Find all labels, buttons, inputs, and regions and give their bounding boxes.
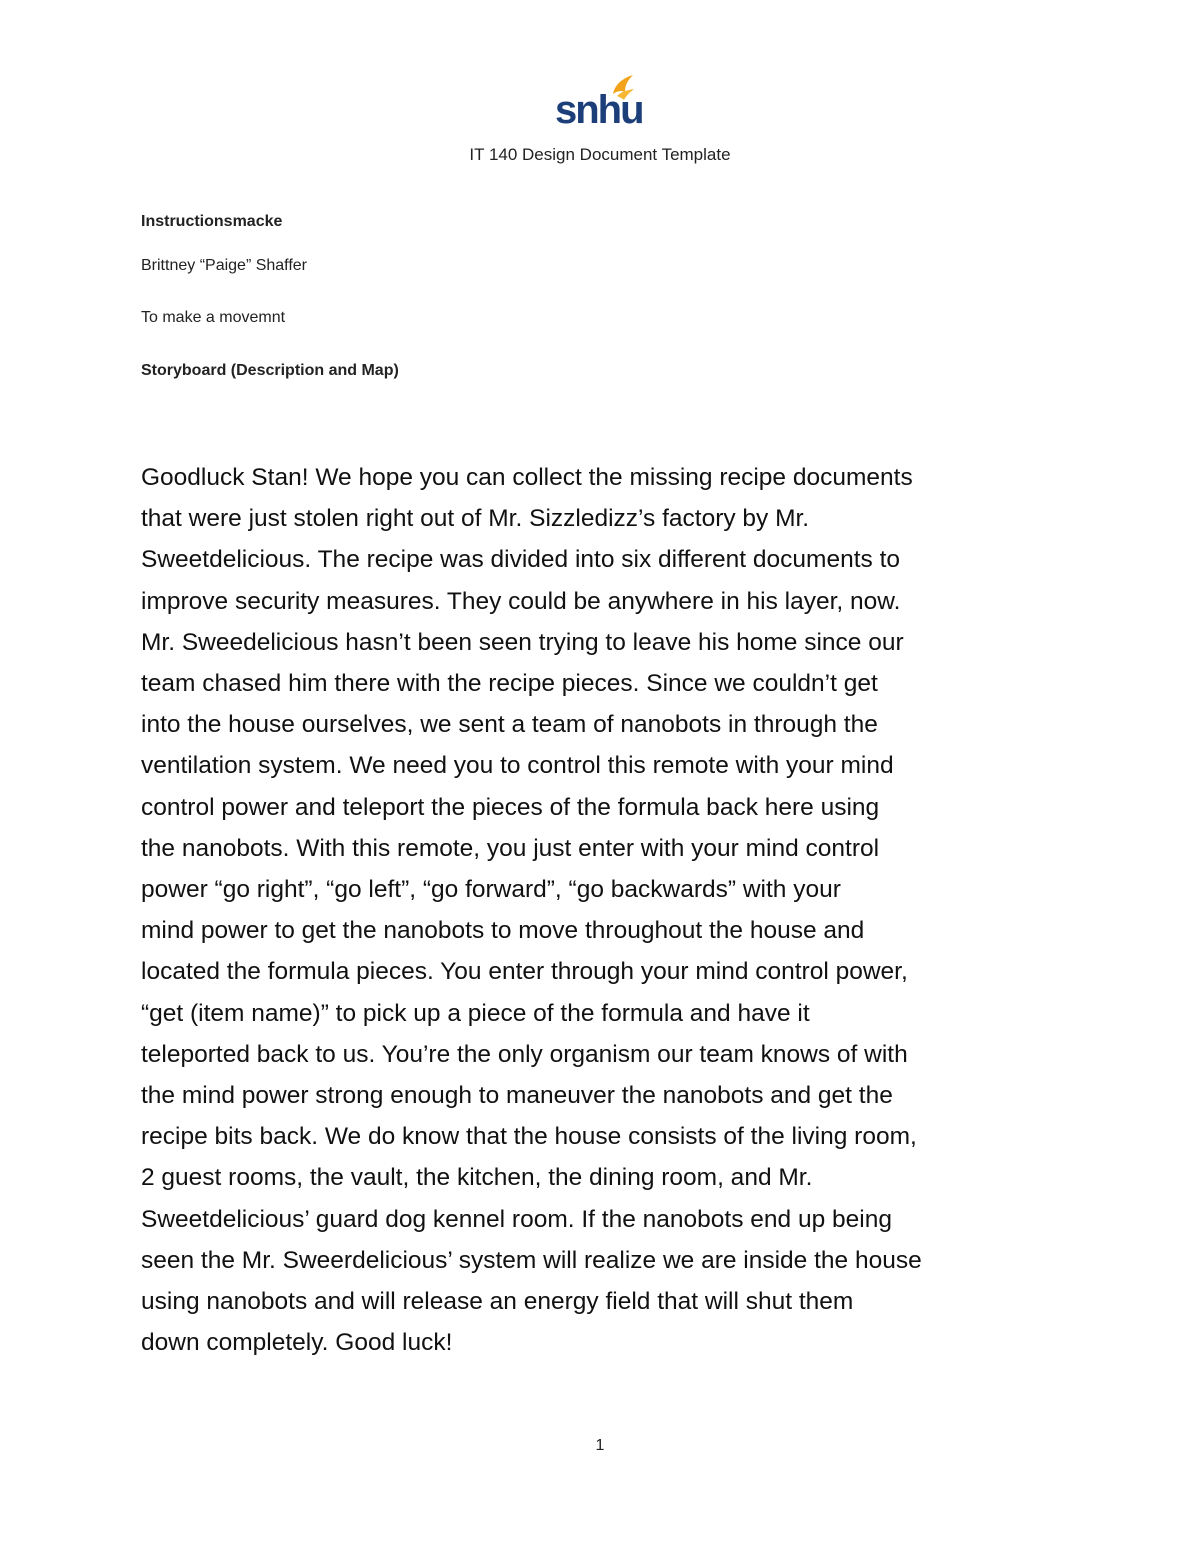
snhu-logo	[555, 72, 645, 134]
body-line: Sweetdelicious. The recipe was divided into six different documents to	[141, 546, 901, 574]
body-line: mind power to get the nanobots to move throughout the house and	[141, 917, 865, 945]
body-line: team chased him there with the recipe pieces. Since we couldn’t get	[141, 670, 878, 698]
storyboard-body	[141, 457, 1071, 1363]
body-line: the mind power strong enough to maneuver the nanobots and get the	[141, 1082, 893, 1110]
body-line: located the formula pieces. You enter through your mind control power,	[141, 958, 908, 986]
author-name: Brittney “Paige” Shaffer	[141, 257, 308, 274]
instructions-label: Instructionsmacke	[141, 213, 283, 230]
body-line: the nanobots. With this remote, you just enter with your mind control	[141, 834, 880, 862]
body-line: “get (item name)” to pick up a piece of the formula and have it	[141, 999, 810, 1027]
body-line: Goodluck Stan! We hope you can collect the missing recipe documents	[141, 464, 913, 491]
body-line: improve security measures. They could be anywhere in his layer, now.	[141, 587, 901, 615]
body-line: 2 guest rooms, the vault, the kitchen, the dining room, and Mr.	[141, 1164, 813, 1192]
logo-wordmark: snhu	[555, 88, 643, 132]
page-number: 1	[595, 1437, 605, 1454]
storyboard-heading: Storyboard (Description and Map)	[141, 362, 399, 379]
body-line: using nanobots and will release an energy field that will shut them	[141, 1288, 854, 1316]
document-title: IT 140 Design Document Template	[469, 145, 731, 164]
body-line: control power and teleport the pieces of the formula back here using	[141, 793, 880, 821]
body-line: ventilation system. We need you to control this remote with your mind	[141, 752, 894, 780]
body-line: Mr. Sweedelicious hasn’t been seen trying to leave his home since our	[141, 628, 904, 656]
body-line: down completely. Good luck!	[141, 1329, 453, 1357]
body-line: power “go right”, “go left”, “go forward”, “go backwards” with your	[141, 876, 841, 904]
body-line: into the house ourselves, we sent a team of nanobots in through the	[141, 711, 878, 739]
body-line: teleported back to us. You’re the only organism our team knows of with	[141, 1040, 908, 1068]
body-line: Sweetdelicious’ guard dog kennel room. If the nanobots end up being	[141, 1205, 892, 1233]
body-line: seen the Mr. Sweerdelicious’ system will realize we are inside the house	[141, 1246, 922, 1274]
body-line: recipe bits back. We do know that the house consists of the living room,	[141, 1123, 917, 1151]
body-line: that were just stolen right out of Mr. Sizzledizz’s factory by Mr.	[141, 505, 810, 533]
goal-text: To make a movemnt	[141, 309, 286, 326]
